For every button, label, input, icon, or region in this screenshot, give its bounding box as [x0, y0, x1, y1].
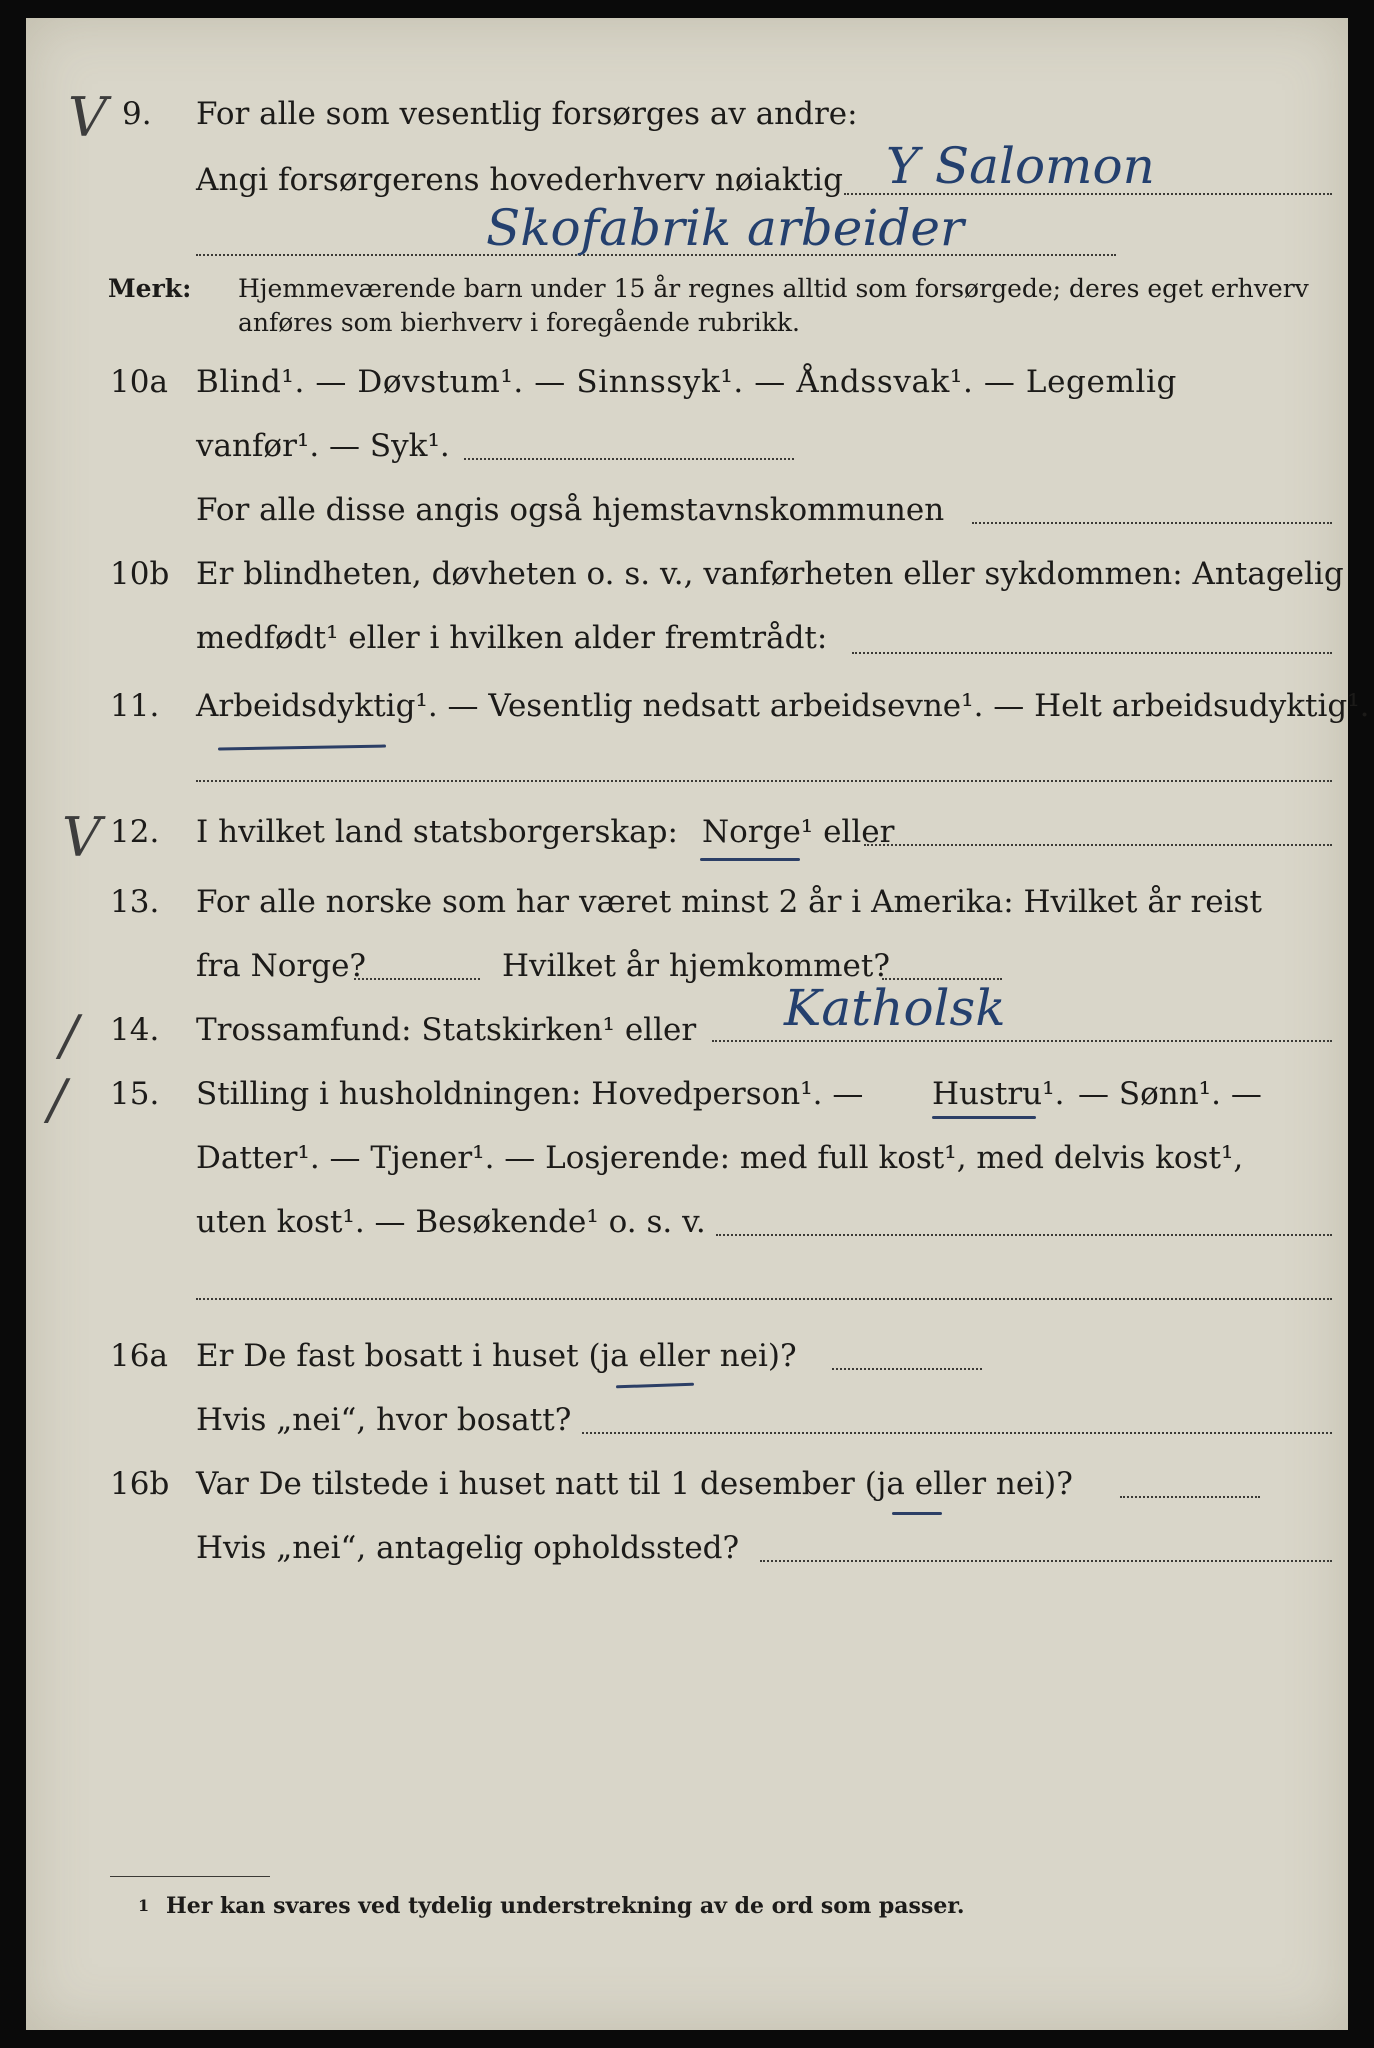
q10b-line1: Er blindheten, døvheten o. s. v., vanførheten eller sykdommen: Antagelig: [196, 556, 1344, 592]
census-form-page: [26, 18, 1370, 2030]
q15-answer-line2[interactable]: [196, 1298, 1332, 1300]
q12-line1a: I hvilket land statsborgerskap:: [196, 814, 678, 850]
q16a-line2: Hvis „nei“, hvor bosatt?: [196, 1402, 572, 1438]
q10b-number: 10b: [110, 556, 170, 592]
footnote-separator: [110, 1876, 270, 1877]
q13-line2b: Hvilket år hjemkommet?: [502, 948, 890, 984]
q15-handwritten-underline: [932, 1116, 1036, 1119]
q12-number: 12.: [110, 814, 160, 850]
q13-line1: For alle norske som har været minst 2 år i Amerika: Hvilket år reist: [196, 884, 1262, 920]
q10b-line2: medfødt¹ eller i hvilken alder fremtrådt:: [196, 620, 828, 656]
q10a-line1: Blind¹. — Døvstum¹. — Sinnssyk¹. — Åndssvak¹. — Legemlig: [196, 364, 1177, 400]
footnote-marker: 1: [138, 1896, 150, 1915]
q11-line1: Arbeidsdyktig¹. — Vesentlig nedsatt arbeidsevne¹. — Helt arbeidsudyktig¹.: [196, 688, 1370, 724]
q14-answer-line[interactable]: [712, 1040, 1332, 1042]
q16a-handwritten-underline: [616, 1383, 694, 1389]
check-mark-9: V: [68, 86, 107, 149]
q10a-answer-line2[interactable]: [972, 522, 1332, 524]
q15-line3: uten kost¹. — Besøkende¹ o. s. v.: [196, 1204, 706, 1240]
check-mark-12: V: [62, 806, 101, 869]
q10a-line2: vanfør¹. — Syk¹.: [196, 428, 450, 464]
q12-answer-line[interactable]: [864, 844, 1332, 846]
q12-handwritten-underline: [700, 858, 800, 861]
q11-handwritten-underline: [218, 745, 386, 751]
q15-line1a: Stilling i husholdningen: Hovedperson¹. —: [196, 1076, 864, 1112]
q9-handwritten-name: Y Salomon: [886, 137, 1155, 195]
q14-number: 14.: [110, 1012, 160, 1048]
q16b-opholdssted-line[interactable]: [760, 1560, 1332, 1562]
q15-line1b: Hustru¹.: [932, 1076, 1065, 1112]
merk-line2: anføres som bierhverv i foregående rubrikk.: [238, 308, 800, 337]
q11-number: 11.: [110, 688, 160, 724]
q16b-answer-line[interactable]: [1120, 1496, 1260, 1498]
q16b-line1: Var De tilstede i huset natt til 1 desember (ja eller nei)?: [196, 1466, 1073, 1502]
q9-line1: For alle som vesentlig forsørges av andre:: [196, 96, 858, 132]
q15-answer-line1[interactable]: [716, 1234, 1332, 1236]
q14-handwritten-religion: Katholsk: [784, 979, 1006, 1037]
q10a-line3: For alle disse angis også hjemstavnskommunen: [196, 492, 945, 528]
q16a-line1: Er De fast bosatt i huset (ja eller nei)?: [196, 1338, 797, 1374]
q15-number: 15.: [110, 1076, 160, 1112]
q10a-number: 10a: [110, 364, 168, 400]
q11-answer-line[interactable]: [196, 780, 1332, 782]
q12-line1b: Norge¹ eller: [702, 814, 895, 850]
q10b-answer-line[interactable]: [852, 652, 1332, 654]
merk-line1: Hjemmeværende barn under 15 år regnes alltid som forsørgede; deres eget erhverv: [238, 274, 1309, 303]
q15-line1c: — Sønn¹. —: [1078, 1076, 1262, 1112]
q16a-hvor-line[interactable]: [582, 1432, 1332, 1434]
q9-handwritten-occupation: Skofabrik arbeider: [486, 199, 964, 257]
q13-line2a: fra Norge?: [196, 948, 367, 984]
q15-line2: Datter¹. — Tjener¹. — Losjerende: med full kost¹, med delvis kost¹,: [196, 1140, 1244, 1176]
q16a-answer-line[interactable]: [832, 1368, 982, 1370]
footnote-text: Her kan svares ved tydelig understrekning av de ord som passer.: [166, 1893, 965, 1919]
q9-number: 9.: [122, 96, 152, 132]
q16b-line2: Hvis „nei“, antagelig opholdssted?: [196, 1530, 740, 1566]
q14-line1: Trossamfund: Statskirken¹ eller: [196, 1012, 697, 1048]
q10a-answer-line1[interactable]: [464, 458, 794, 460]
q16a-number: 16a: [110, 1338, 168, 1374]
q13-number: 13.: [110, 884, 160, 920]
q16b-number: 16b: [110, 1466, 170, 1502]
check-mark-14: /: [60, 1004, 79, 1067]
merk-label: Merk:: [108, 274, 192, 303]
q16b-handwritten-underline: [892, 1512, 942, 1515]
q9-line2: Angi forsørgerens hovederhverv nøiaktig: [196, 162, 843, 198]
check-mark-15: /: [48, 1068, 67, 1131]
q13-answer-reist[interactable]: [354, 978, 480, 980]
